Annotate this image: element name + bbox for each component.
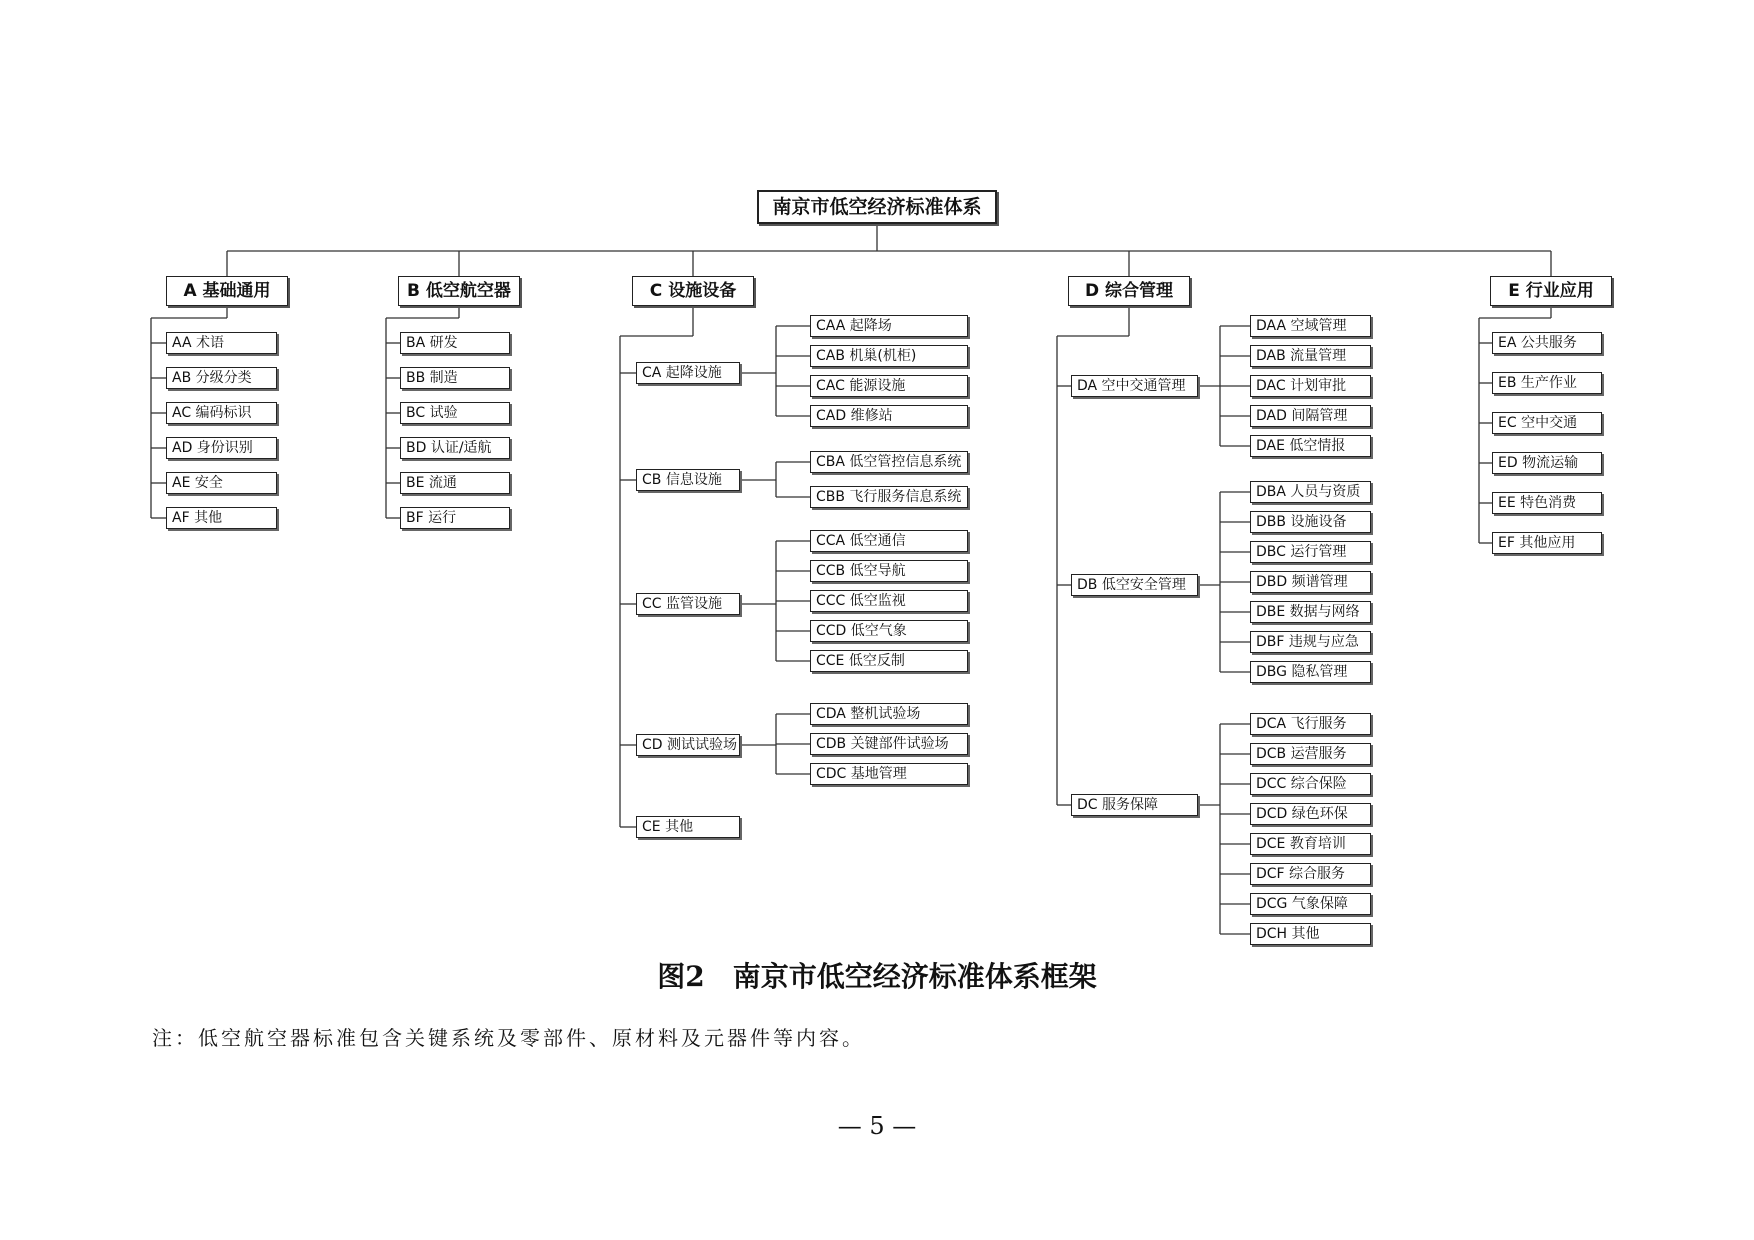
leaf-node-dcc: DCC 综合保险 [1250, 773, 1371, 795]
leaf-node-cba: CBA 低空管控信息系统 [810, 451, 968, 473]
leaf-node-be: BE 流通 [400, 472, 510, 494]
leaf-node-ed: ED 物流运输 [1492, 452, 1602, 474]
leaf-node-ad: AD 身份识别 [166, 437, 277, 459]
category-node-e: E 行业应用 [1490, 276, 1612, 306]
leaf-node-cab: CAB 机巢(机柜) [810, 345, 968, 367]
leaf-node-ea: EA 公共服务 [1492, 332, 1602, 354]
leaf-node-ef: EF 其他应用 [1492, 532, 1602, 554]
leaf-node-dac: DAC 计划审批 [1250, 375, 1371, 397]
subcategory-node-cc: CC 监管设施 [636, 593, 740, 615]
category-node-d: D 综合管理 [1068, 276, 1190, 306]
leaf-node-ccd: CCD 低空气象 [810, 620, 968, 642]
page-number: — 5 — [837, 1112, 917, 1140]
figure-note: 注：低空航空器标准包含关键系统及零部件、原材料及元器件等内容。 [152, 1026, 865, 1050]
leaf-node-dab: DAB 流量管理 [1250, 345, 1371, 367]
leaf-node-dcd: DCD 绿色环保 [1250, 803, 1371, 825]
figure-caption: 图2 南京市低空经济标准体系框架 [657, 960, 1097, 993]
leaf-node-dca: DCA 飞行服务 [1250, 713, 1371, 735]
leaf-node-caa: CAA 起降场 [810, 315, 968, 337]
leaf-node-eb: EB 生产作业 [1492, 372, 1602, 394]
leaf-node-daa: DAA 空域管理 [1250, 315, 1371, 337]
leaf-node-cca: CCA 低空通信 [810, 530, 968, 552]
leaf-node-ae: AE 安全 [166, 472, 277, 494]
leaf-node-ee: EE 特色消费 [1492, 492, 1602, 514]
leaf-node-dbf: DBF 违规与应急 [1250, 631, 1371, 653]
leaf-node-dbd: DBD 频谱管理 [1250, 571, 1371, 593]
leaf-node-bc: BC 试验 [400, 402, 510, 424]
leaf-node-dae: DAE 低空情报 [1250, 435, 1371, 457]
leaf-node-dbe: DBE 数据与网络 [1250, 601, 1371, 623]
leaf-node-aa: AA 术语 [166, 332, 277, 354]
leaf-node-ab: AB 分级分类 [166, 367, 277, 389]
leaf-node-dcg: DCG 气象保障 [1250, 893, 1371, 915]
leaf-node-dbg: DBG 隐私管理 [1250, 661, 1371, 683]
leaf-node-ccb: CCB 低空导航 [810, 560, 968, 582]
leaf-node-cdb: CDB 关键部件试验场 [810, 733, 968, 755]
leaf-node-ec: EC 空中交通 [1492, 412, 1602, 434]
leaf-node-dcf: DCF 综合服务 [1250, 863, 1371, 885]
leaf-node-dbb: DBB 设施设备 [1250, 511, 1371, 533]
leaf-node-dch: DCH 其他 [1250, 923, 1371, 945]
leaf-node-cac: CAC 能源设施 [810, 375, 968, 397]
leaf-node-ba: BA 研发 [400, 332, 510, 354]
leaf-node-dba: DBA 人员与资质 [1250, 481, 1371, 503]
subcategory-node-ce: CE 其他 [636, 816, 740, 838]
leaf-node-ac: AC 编码标识 [166, 402, 277, 424]
leaf-node-dad: DAD 间隔管理 [1250, 405, 1371, 427]
leaf-node-dbc: DBC 运行管理 [1250, 541, 1371, 563]
subcategory-node-ca: CA 起降设施 [636, 362, 740, 384]
root-node: 南京市低空经济标准体系 [757, 190, 997, 224]
leaf-node-bb: BB 制造 [400, 367, 510, 389]
subcategory-node-da: DA 空中交通管理 [1071, 375, 1198, 397]
category-node-a: A 基础通用 [166, 276, 288, 306]
leaf-node-cdc: CDC 基地管理 [810, 763, 968, 785]
leaf-node-cda: CDA 整机试验场 [810, 703, 968, 725]
leaf-node-af: AF 其他 [166, 507, 277, 529]
leaf-node-cad: CAD 维修站 [810, 405, 968, 427]
subcategory-node-dc: DC 服务保障 [1071, 794, 1198, 816]
leaf-node-bd: BD 认证/适航 [400, 437, 510, 459]
leaf-node-cbb: CBB 飞行服务信息系统 [810, 486, 968, 508]
leaf-node-bf: BF 运行 [400, 507, 510, 529]
leaf-node-ccc: CCC 低空监视 [810, 590, 968, 612]
category-node-c: C 设施设备 [632, 276, 754, 306]
leaf-node-dcb: DCB 运营服务 [1250, 743, 1371, 765]
subcategory-node-cd: CD 测试试验场 [636, 734, 740, 756]
subcategory-node-db: DB 低空安全管理 [1071, 574, 1198, 596]
leaf-node-dce: DCE 教育培训 [1250, 833, 1371, 855]
category-node-b: B 低空航空器 [398, 276, 520, 306]
subcategory-node-cb: CB 信息设施 [636, 469, 740, 491]
leaf-node-cce: CCE 低空反制 [810, 650, 968, 672]
